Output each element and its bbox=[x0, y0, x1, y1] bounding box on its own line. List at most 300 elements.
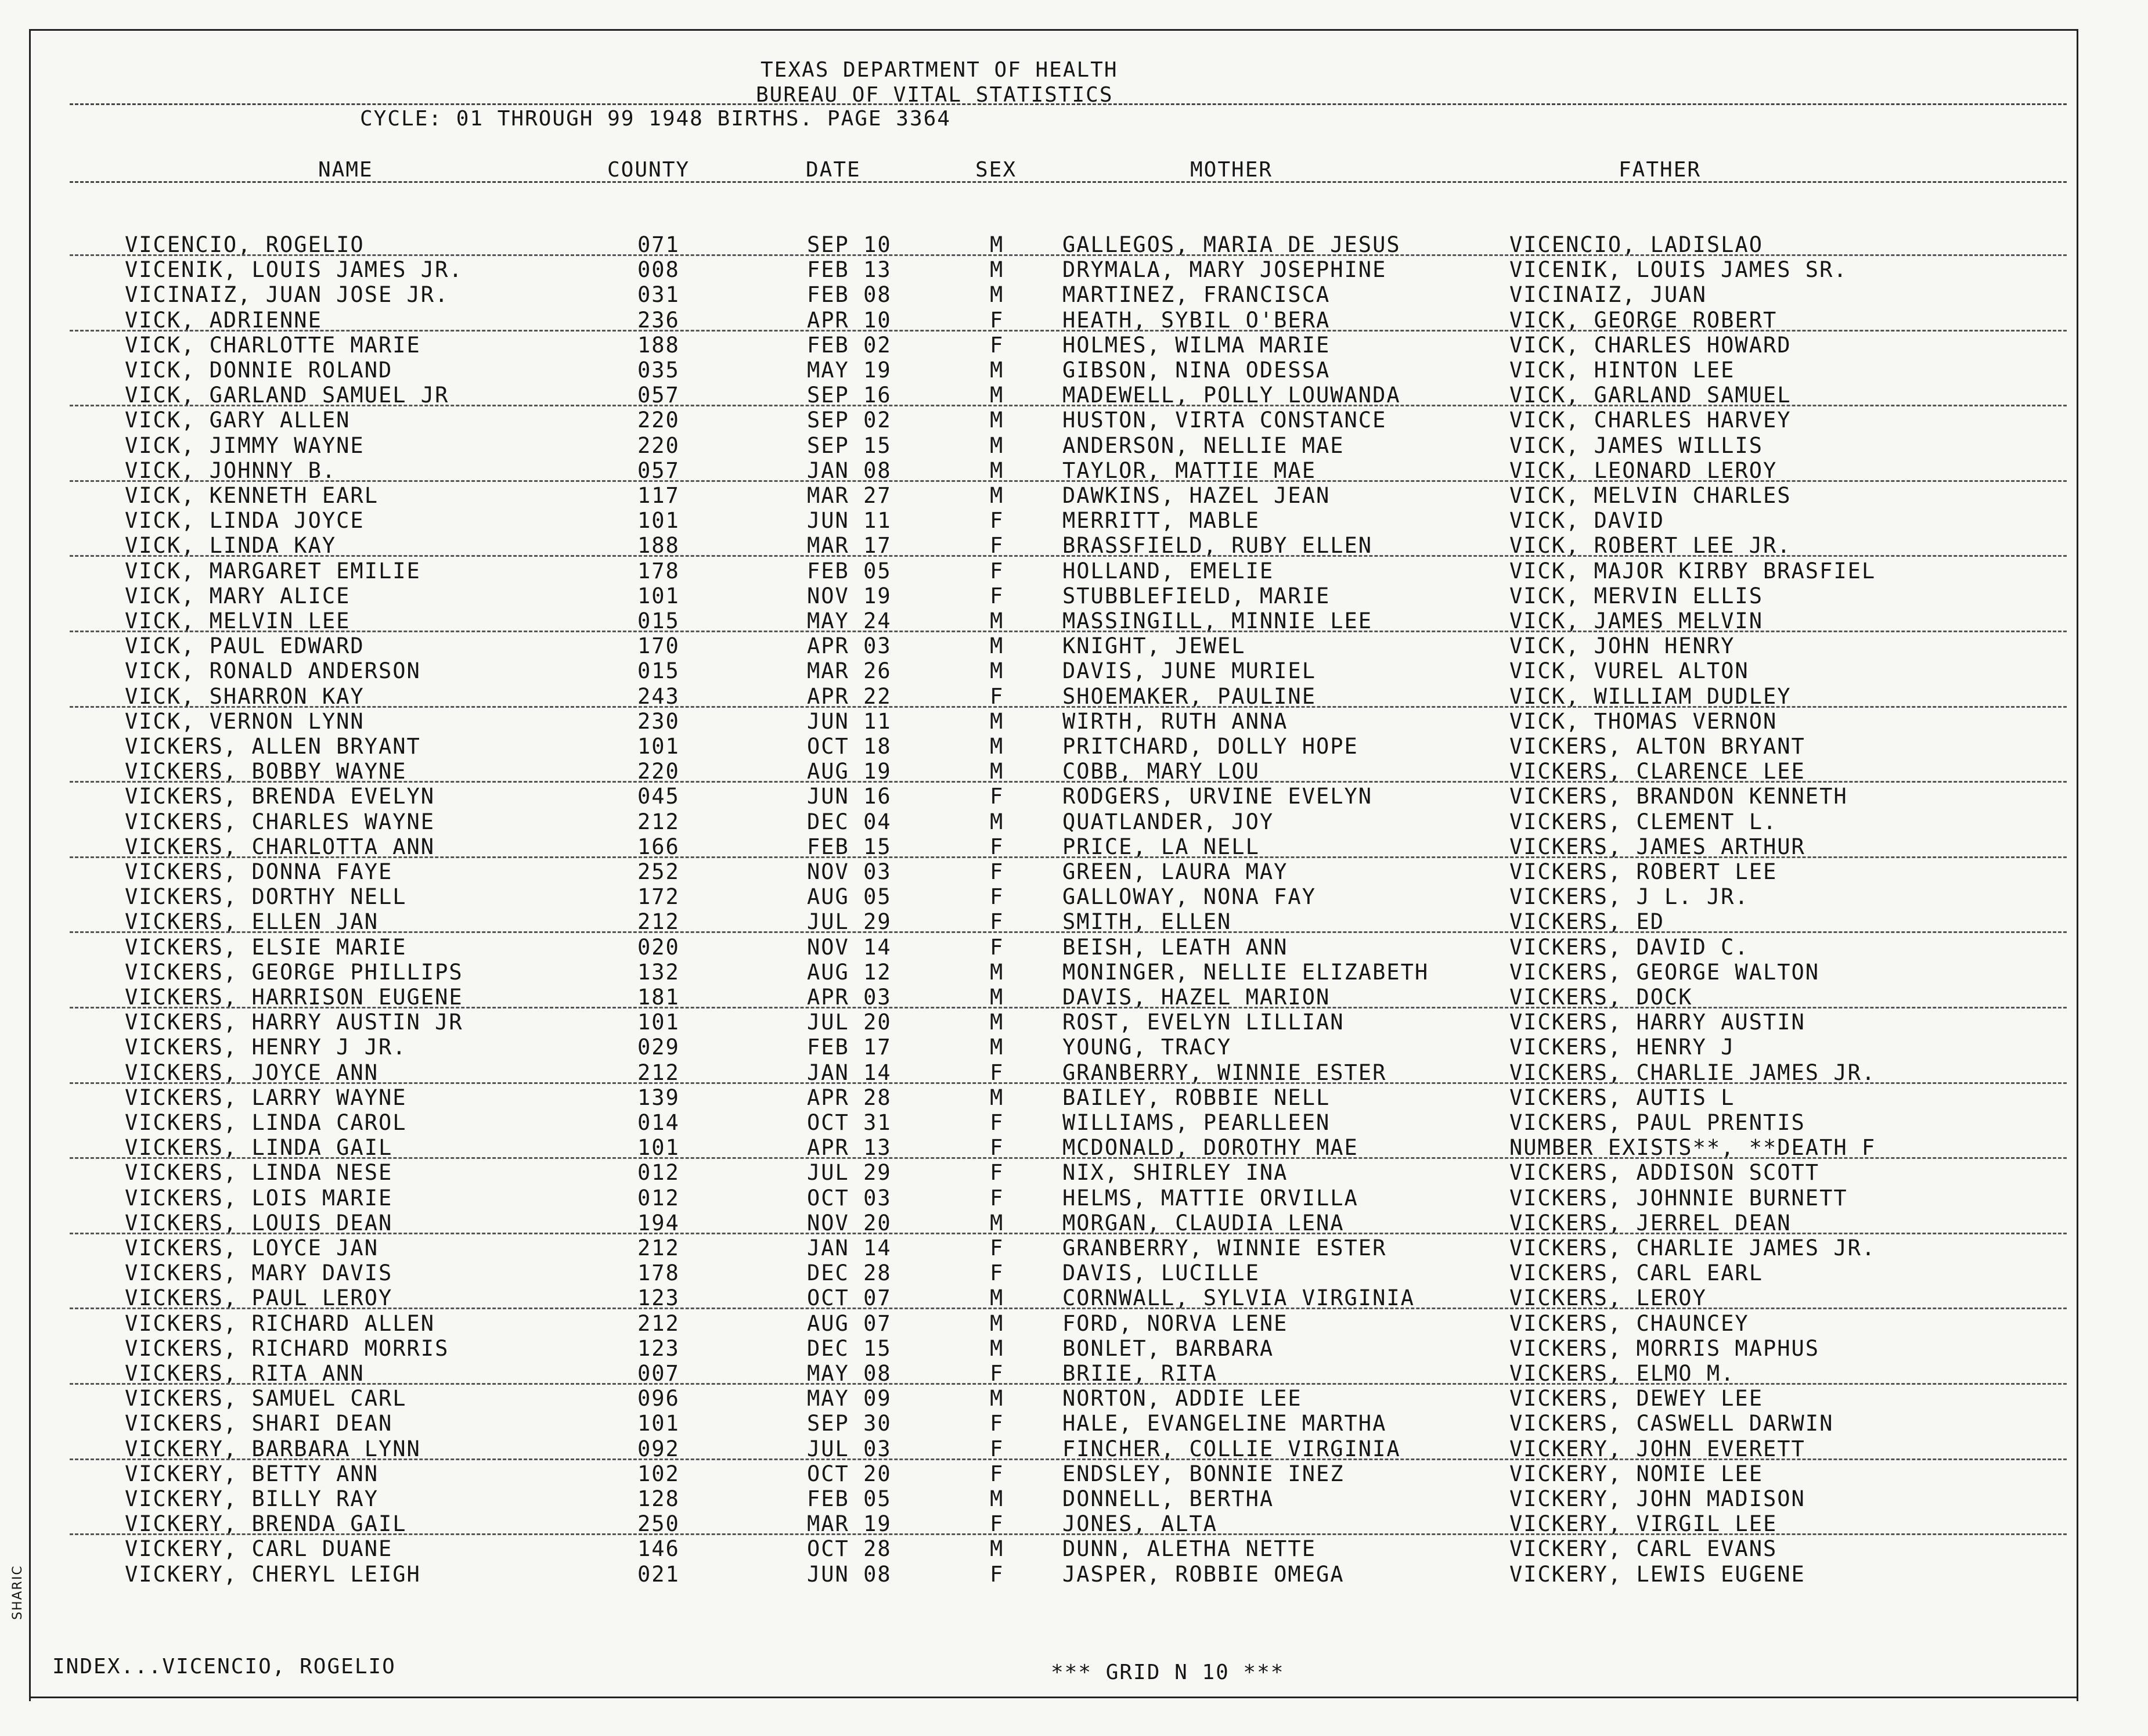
cell-mother: MASSINGILL, MINNIE LEE bbox=[1062, 608, 1373, 633]
cell-mother: CORNWALL, SYLVIA VIRGINIA bbox=[1062, 1285, 1415, 1311]
cell-county: 008 bbox=[637, 257, 680, 283]
cell-date: DEC 15 bbox=[807, 1335, 892, 1361]
table-row bbox=[0, 985, 2148, 1010]
cell-date: MAY 08 bbox=[807, 1361, 892, 1386]
cell-name: VICKERS, LOUIS DEAN bbox=[125, 1210, 393, 1236]
cell-county: 243 bbox=[637, 683, 680, 709]
cell-name: VICKERY, BRENDA GAIL bbox=[125, 1511, 407, 1537]
cell-father: VICKERS, MORRIS MAPHUS bbox=[1509, 1335, 1820, 1361]
table-row bbox=[0, 1236, 2148, 1261]
cell-father: VICKERS, BRANDON KENNETH bbox=[1509, 784, 1848, 809]
cell-county: 172 bbox=[637, 884, 680, 910]
cell-father: VICINAIZ, JUAN bbox=[1509, 282, 1707, 308]
cell-mother: DRYMALA, MARY JOSEPHINE bbox=[1062, 257, 1387, 283]
table-row bbox=[0, 533, 2148, 559]
cell-sex: M bbox=[990, 1210, 1004, 1236]
cell-father: VICK, MAJOR KIRBY BRASFIEL bbox=[1509, 558, 1876, 584]
table-row bbox=[0, 909, 2148, 935]
cell-mother: ENDSLEY, BONNIE INEZ bbox=[1062, 1461, 1345, 1486]
cell-county: 212 bbox=[637, 1236, 680, 1260]
table-row bbox=[0, 658, 2148, 684]
cell-sex: M bbox=[990, 1386, 1004, 1411]
cell-name: VICENIK, LOUIS JAMES JR. bbox=[125, 257, 463, 283]
cell-name: VICKERS, DONNA FAYE bbox=[125, 859, 393, 884]
cell-father: VICKERS, ELMO M. bbox=[1509, 1361, 1735, 1386]
table-row bbox=[0, 734, 2148, 759]
cell-father: VICKERS, CASWELL DARWIN bbox=[1509, 1411, 1834, 1436]
cell-county: 020 bbox=[637, 934, 680, 960]
cell-county: 236 bbox=[637, 307, 680, 333]
cell-name: VICKERS, DORTHY NELL bbox=[125, 884, 407, 910]
cell-date: SEP 02 bbox=[807, 408, 892, 433]
cell-father: VICKERS, PAUL PRENTIS bbox=[1509, 1110, 1805, 1135]
cell-name: VICKERS, LOIS MARIE bbox=[125, 1185, 393, 1211]
cell-county: 139 bbox=[637, 1085, 680, 1110]
cell-sex: M bbox=[990, 232, 1004, 257]
cell-county: 178 bbox=[637, 1260, 680, 1286]
cell-county: 057 bbox=[637, 383, 680, 408]
cell-sex: M bbox=[990, 483, 1004, 508]
cell-mother: STUBBLEFIELD, MARIE bbox=[1062, 583, 1331, 608]
cell-father: VICK, CHARLES HARVEY bbox=[1509, 408, 1792, 433]
grid-footer: *** GRID N 10 *** bbox=[1051, 1661, 1285, 1684]
cell-mother: GALLEGOS, MARIA DE JESUS bbox=[1062, 232, 1401, 257]
cell-county: 132 bbox=[637, 959, 680, 985]
cell-sex: F bbox=[990, 1361, 1004, 1386]
table-row bbox=[0, 1085, 2148, 1111]
cell-county: 015 bbox=[637, 658, 680, 684]
cell-date: APR 13 bbox=[807, 1135, 892, 1161]
cell-date: FEB 05 bbox=[807, 558, 892, 584]
cell-date: APR 10 bbox=[807, 307, 892, 333]
cell-mother: YOUNG, TRACY bbox=[1062, 1035, 1232, 1060]
cell-county: 220 bbox=[637, 759, 680, 784]
cell-date: OCT 07 bbox=[807, 1285, 892, 1311]
table-row bbox=[0, 684, 2148, 709]
cell-sex: F bbox=[990, 1461, 1004, 1486]
cell-mother: JONES, ALTA bbox=[1062, 1511, 1218, 1537]
cell-name: VICKERS, HARRISON EUGENE bbox=[125, 985, 463, 1010]
cell-sex: F bbox=[990, 1060, 1004, 1085]
cell-father: VICKERS, HENRY J bbox=[1509, 1035, 1735, 1060]
cell-sex: F bbox=[990, 1185, 1004, 1211]
cell-date: FEB 08 bbox=[807, 282, 892, 308]
cell-name: VICK, KENNETH EARL bbox=[125, 483, 379, 508]
cell-county: 096 bbox=[637, 1386, 680, 1411]
cell-date: NOV 14 bbox=[807, 934, 892, 960]
cell-date: FEB 05 bbox=[807, 1486, 892, 1511]
cell-mother: MORGAN, CLAUDIA LENA bbox=[1062, 1210, 1345, 1236]
cell-mother: DONNELL, BERTHA bbox=[1062, 1486, 1274, 1511]
cell-sex: M bbox=[990, 282, 1004, 308]
cell-name: VICK, GARY ALLEN bbox=[125, 408, 351, 433]
cell-county: 220 bbox=[637, 408, 680, 433]
cell-date: JAN 14 bbox=[807, 1060, 892, 1085]
cell-county: 029 bbox=[637, 1035, 680, 1060]
cell-mother: ROST, EVELYN LILLIAN bbox=[1062, 1010, 1345, 1035]
cell-county: 230 bbox=[637, 708, 680, 734]
cell-sex: M bbox=[990, 734, 1004, 759]
cell-mother: DAWKINS, HAZEL JEAN bbox=[1062, 483, 1331, 508]
table-row bbox=[0, 1536, 2148, 1562]
cell-mother: HOLMES, WILMA MARIE bbox=[1062, 332, 1331, 358]
cell-date: DEC 28 bbox=[807, 1260, 892, 1286]
table-row bbox=[0, 1110, 2148, 1136]
cell-sex: F bbox=[990, 859, 1004, 884]
cell-father: VICK, CHARLES HOWARD bbox=[1509, 332, 1792, 358]
cell-mother: JASPER, ROBBIE OMEGA bbox=[1062, 1561, 1345, 1587]
cell-county: 128 bbox=[637, 1486, 680, 1511]
cell-date: JUN 11 bbox=[807, 708, 892, 734]
cell-father: VICKERY, LEWIS EUGENE bbox=[1509, 1561, 1805, 1587]
table-row bbox=[0, 232, 2148, 258]
cell-sex: M bbox=[990, 433, 1004, 458]
cell-mother: SHOEMAKER, PAULINE bbox=[1062, 683, 1316, 709]
cell-name: VICK, VERNON LYNN bbox=[125, 708, 365, 734]
cell-county: 101 bbox=[637, 1010, 680, 1035]
cell-father: VICKERS, JERREL DEAN bbox=[1509, 1210, 1792, 1236]
cell-sex: M bbox=[990, 1486, 1004, 1511]
cell-mother: WIRTH, RUTH ANNA bbox=[1062, 708, 1288, 734]
cell-county: 035 bbox=[637, 358, 680, 383]
cell-father: VICK, GARLAND SAMUEL bbox=[1509, 383, 1792, 408]
cell-date: MAY 19 bbox=[807, 358, 892, 383]
cell-sex: M bbox=[990, 1285, 1004, 1311]
cell-name: VICKERS, LINDA CAROL bbox=[125, 1110, 407, 1135]
cell-sex: M bbox=[990, 759, 1004, 784]
cell-sex: F bbox=[990, 884, 1004, 910]
cell-mother: KNIGHT, JEWEL bbox=[1062, 633, 1246, 659]
cell-county: 014 bbox=[637, 1110, 680, 1135]
table-row bbox=[0, 1135, 2148, 1161]
cell-sex: F bbox=[990, 533, 1004, 559]
cell-date: JUN 16 bbox=[807, 784, 892, 809]
cell-sex: M bbox=[990, 633, 1004, 659]
cell-county: 045 bbox=[637, 784, 680, 809]
table-row bbox=[0, 1336, 2148, 1362]
cell-county: 101 bbox=[637, 1135, 680, 1161]
cell-mother: MCDONALD, DOROTHY MAE bbox=[1062, 1135, 1358, 1161]
cell-date: JUN 08 bbox=[807, 1561, 892, 1587]
cell-sex: M bbox=[990, 1335, 1004, 1361]
cell-mother: WILLIAMS, PEARLLEEN bbox=[1062, 1110, 1331, 1135]
cell-sex: M bbox=[990, 257, 1004, 283]
cell-sex: F bbox=[990, 683, 1004, 709]
cell-county: 123 bbox=[637, 1285, 680, 1311]
cell-date: NOV 03 bbox=[807, 859, 892, 884]
cell-name: VICK, MARY ALICE bbox=[125, 583, 351, 608]
cell-date: JUN 11 bbox=[807, 508, 892, 534]
cell-father: VICK, HINTON LEE bbox=[1509, 358, 1735, 383]
table-row bbox=[0, 935, 2148, 960]
cell-mother: BRASSFIELD, RUBY ELLEN bbox=[1062, 533, 1373, 559]
cell-mother: GREEN, LAURA MAY bbox=[1062, 859, 1288, 884]
cell-father: VICK, ROBERT LEE JR. bbox=[1509, 533, 1792, 559]
cell-date: NOV 20 bbox=[807, 1210, 892, 1236]
table-row bbox=[0, 884, 2148, 910]
cell-sex: F bbox=[990, 1135, 1004, 1161]
cell-father: VICKERS, CHARLIE JAMES JR. bbox=[1509, 1060, 1876, 1085]
cell-date: APR 03 bbox=[807, 985, 892, 1010]
table-row bbox=[0, 584, 2148, 609]
cell-county: 188 bbox=[637, 533, 680, 559]
table-row bbox=[0, 1186, 2148, 1211]
cell-date: DEC 04 bbox=[807, 809, 892, 834]
cell-date: OCT 28 bbox=[807, 1536, 892, 1562]
cell-father: VICK, MERVIN ELLIS bbox=[1509, 583, 1763, 608]
table-row bbox=[0, 333, 2148, 358]
cell-mother: FINCHER, COLLIE VIRGINIA bbox=[1062, 1436, 1401, 1461]
table-row bbox=[0, 1436, 2148, 1462]
cell-father: VICKERS, CARL EARL bbox=[1509, 1260, 1763, 1286]
cell-mother: GRANBERRY, WINNIE ESTER bbox=[1062, 1060, 1387, 1085]
cell-name: VICKERS, RITA ANN bbox=[125, 1361, 365, 1386]
cell-mother: NIX, SHIRLEY INA bbox=[1062, 1160, 1288, 1186]
cell-father: VICKERS, JAMES ARTHUR bbox=[1509, 834, 1805, 859]
cell-name: VICKERS, BOBBY WAYNE bbox=[125, 759, 407, 784]
cell-date: APR 22 bbox=[807, 683, 892, 709]
cell-mother: HEATH, SYBIL O'BERA bbox=[1062, 307, 1331, 333]
cell-date: SEP 16 bbox=[807, 383, 892, 408]
cell-sex: F bbox=[990, 1160, 1004, 1186]
cell-father: VICKERS, ROBERT LEE bbox=[1509, 859, 1778, 884]
cell-sex: M bbox=[990, 1085, 1004, 1110]
cell-date: MAY 09 bbox=[807, 1386, 892, 1411]
table-row bbox=[0, 1285, 2148, 1311]
table-row bbox=[0, 859, 2148, 885]
table-row bbox=[0, 633, 2148, 659]
cell-father: VICK, LEONARD LEROY bbox=[1509, 458, 1778, 483]
cell-name: VICK, SHARRON KAY bbox=[125, 683, 365, 709]
cell-father: VICK, JOHN HENRY bbox=[1509, 633, 1735, 659]
cell-county: 031 bbox=[637, 282, 680, 308]
cell-father: VICKERS, JOHNNIE BURNETT bbox=[1509, 1185, 1848, 1211]
index-footer: INDEX...VICENCIO, ROGELIO bbox=[52, 1655, 396, 1679]
cell-date: FEB 02 bbox=[807, 332, 892, 358]
table-row bbox=[0, 1211, 2148, 1236]
cell-name: VICK, MARGARET EMILIE bbox=[125, 558, 421, 584]
cell-father: VICKERS, DAVID C. bbox=[1509, 934, 1749, 960]
cell-name: VICKERS, SAMUEL CARL bbox=[125, 1386, 407, 1411]
cell-mother: PRICE, LA NELL bbox=[1062, 834, 1260, 859]
cell-name: VICKERS, LOYCE JAN bbox=[125, 1236, 379, 1260]
cell-name: VICK, PAUL EDWARD bbox=[125, 633, 365, 659]
cell-mother: BAILEY, ROBBIE NELL bbox=[1062, 1085, 1331, 1110]
cell-sex: F bbox=[990, 934, 1004, 960]
cell-mother: BONLET, BARBARA bbox=[1062, 1335, 1274, 1361]
cell-date: SEP 10 bbox=[807, 232, 892, 257]
cell-mother: DAVIS, LUCILLE bbox=[1062, 1260, 1260, 1286]
cell-county: 212 bbox=[637, 909, 680, 935]
cell-sex: F bbox=[990, 1110, 1004, 1135]
cell-county: 194 bbox=[637, 1210, 680, 1236]
cell-county: 212 bbox=[637, 1060, 680, 1085]
cell-name: VICKERS, GEORGE PHILLIPS bbox=[125, 959, 463, 985]
cell-county: 012 bbox=[637, 1160, 680, 1186]
cell-county: 212 bbox=[637, 1310, 680, 1336]
cell-sex: F bbox=[990, 1511, 1004, 1537]
cell-mother: BEISH, LEATH ANN bbox=[1062, 934, 1288, 960]
cell-name: VICKERS, HENRY J JR. bbox=[125, 1035, 407, 1060]
cell-name: VICKERY, BARBARA LYNN bbox=[125, 1436, 421, 1461]
cell-county: 021 bbox=[637, 1561, 680, 1587]
cell-mother: MERRITT, MABLE bbox=[1062, 508, 1260, 534]
cell-father: VICKERS, CLEMENT L. bbox=[1509, 809, 1778, 834]
table-row bbox=[0, 759, 2148, 784]
table-row bbox=[0, 960, 2148, 985]
cell-father: VICK, WILLIAM DUDLEY bbox=[1509, 683, 1792, 709]
cell-sex: F bbox=[990, 508, 1004, 534]
cell-name: VICK, JIMMY WAYNE bbox=[125, 433, 365, 458]
cell-county: 220 bbox=[637, 433, 680, 458]
table-row bbox=[0, 257, 2148, 283]
cell-mother: DAVIS, JUNE MURIEL bbox=[1062, 658, 1316, 684]
cell-name: VICKERY, BETTY ANN bbox=[125, 1461, 379, 1486]
cell-sex: M bbox=[990, 1010, 1004, 1035]
cell-mother: SMITH, ELLEN bbox=[1062, 909, 1232, 935]
cell-father: VICKERY, CARL EVANS bbox=[1509, 1536, 1778, 1562]
cell-name: VICKERS, CHARLES WAYNE bbox=[125, 809, 435, 834]
cell-mother: HOLLAND, EMELIE bbox=[1062, 558, 1274, 584]
cell-father: VICKERS, ADDISON SCOTT bbox=[1509, 1160, 1820, 1186]
table-row bbox=[0, 483, 2148, 509]
cycle-line: CYCLE: 01 THROUGH 99 1948 BIRTHS. PAGE 3364 bbox=[360, 107, 951, 131]
table-row bbox=[0, 834, 2148, 860]
cell-name: VICKERS, RICHARD MORRIS bbox=[125, 1335, 449, 1361]
cell-date: OCT 18 bbox=[807, 734, 892, 759]
cell-date: AUG 12 bbox=[807, 959, 892, 985]
cell-sex: M bbox=[990, 959, 1004, 985]
column-header-date: DATE bbox=[806, 158, 861, 182]
cell-date: FEB 15 bbox=[807, 834, 892, 859]
table-row bbox=[0, 458, 2148, 484]
cell-father: VICKERY, JOHN EVERETT bbox=[1509, 1436, 1805, 1461]
table-row bbox=[0, 1010, 2148, 1035]
cell-name: VICK, CHARLOTTE MARIE bbox=[125, 332, 421, 358]
cell-father: VICKERS, CLARENCE LEE bbox=[1509, 759, 1805, 784]
cell-county: 057 bbox=[637, 458, 680, 483]
cell-date: APR 28 bbox=[807, 1085, 892, 1110]
cell-county: 101 bbox=[637, 1411, 680, 1436]
cell-county: 101 bbox=[637, 508, 680, 534]
table-row bbox=[0, 1386, 2148, 1411]
cell-mother: MADEWELL, POLLY LOUWANDA bbox=[1062, 383, 1401, 408]
cell-mother: HELMS, MATTIE ORVILLA bbox=[1062, 1185, 1358, 1211]
cell-county: 015 bbox=[637, 608, 680, 633]
cell-date: MAR 17 bbox=[807, 533, 892, 559]
cell-name: VICKERS, ELSIE MARIE bbox=[125, 934, 407, 960]
cell-father: VICKERS, CHARLIE JAMES JR. bbox=[1509, 1236, 1876, 1260]
cell-father: VICK, DAVID bbox=[1509, 508, 1665, 534]
cell-father: VICKERY, NOMIE LEE bbox=[1509, 1461, 1763, 1486]
cell-date: SEP 15 bbox=[807, 433, 892, 458]
cell-county: 117 bbox=[637, 483, 680, 508]
cell-sex: M bbox=[990, 383, 1004, 408]
cell-father: VICK, MELVIN CHARLES bbox=[1509, 483, 1792, 508]
cell-name: VICK, ADRIENNE bbox=[125, 307, 322, 333]
cell-father: VICKERY, JOHN MADISON bbox=[1509, 1486, 1805, 1511]
cell-name: VICKERS, BRENDA EVELYN bbox=[125, 784, 435, 809]
cell-name: VICK, LINDA KAY bbox=[125, 533, 337, 559]
cell-date: SEP 30 bbox=[807, 1411, 892, 1436]
table-row bbox=[0, 433, 2148, 459]
cell-mother: MONINGER, NELLIE ELIZABETH bbox=[1062, 959, 1429, 985]
table-row bbox=[0, 1486, 2148, 1512]
table-row bbox=[0, 784, 2148, 809]
cell-sex: M bbox=[990, 1536, 1004, 1562]
table-row bbox=[0, 709, 2148, 734]
cell-name: VICKERS, MARY DAVIS bbox=[125, 1260, 393, 1286]
table-row bbox=[0, 608, 2148, 634]
cell-sex: F bbox=[990, 1411, 1004, 1436]
cell-county: 166 bbox=[637, 834, 680, 859]
cell-name: VICENCIO, ROGELIO bbox=[125, 232, 365, 257]
cell-mother: DUNN, ALETHA NETTE bbox=[1062, 1536, 1316, 1562]
cell-mother: GRANBERRY, WINNIE ESTER bbox=[1062, 1236, 1387, 1260]
cell-father: VICKERS, DEWEY LEE bbox=[1509, 1386, 1763, 1411]
cell-sex: F bbox=[990, 909, 1004, 935]
cell-name: VICKERS, LINDA NESE bbox=[125, 1160, 393, 1186]
cell-mother: RODGERS, URVINE EVELYN bbox=[1062, 784, 1373, 809]
cell-county: 170 bbox=[637, 633, 680, 659]
cell-county: 071 bbox=[637, 232, 680, 257]
cell-name: VICKERY, CARL DUANE bbox=[125, 1536, 393, 1562]
column-header-county: COUNTY bbox=[607, 158, 690, 182]
cell-name: VICK, MELVIN LEE bbox=[125, 608, 351, 633]
cell-name: VICKERS, HARRY AUSTIN JR bbox=[125, 1010, 463, 1035]
cell-county: 181 bbox=[637, 985, 680, 1010]
table-row bbox=[0, 1035, 2148, 1060]
column-header-mother: MOTHER bbox=[1190, 158, 1273, 182]
cell-date: OCT 31 bbox=[807, 1110, 892, 1135]
cell-mother: MARTINEZ, FRANCISCA bbox=[1062, 282, 1331, 308]
cell-sex: M bbox=[990, 458, 1004, 483]
cell-mother: FORD, NORVA LENE bbox=[1062, 1310, 1288, 1336]
cell-sex: F bbox=[990, 332, 1004, 358]
table-row bbox=[0, 408, 2148, 433]
cell-name: VICKERS, LARRY WAYNE bbox=[125, 1085, 407, 1110]
cell-mother: GALLOWAY, NONA FAY bbox=[1062, 884, 1316, 910]
cell-county: 102 bbox=[637, 1461, 680, 1486]
cell-sex: M bbox=[990, 1035, 1004, 1060]
cell-county: 007 bbox=[637, 1361, 680, 1386]
cell-county: 101 bbox=[637, 734, 680, 759]
cell-name: VICINAIZ, JUAN JOSE JR. bbox=[125, 282, 449, 308]
cell-father: VICKERY, VIRGIL LEE bbox=[1509, 1511, 1778, 1537]
cell-father: VICKERS, ALTON BRYANT bbox=[1509, 734, 1805, 759]
cell-name: VICK, JOHNNY B. bbox=[125, 458, 337, 483]
cell-mother: HUSTON, VIRTA CONSTANCE bbox=[1062, 408, 1387, 433]
cell-date: OCT 03 bbox=[807, 1185, 892, 1211]
cell-father: VICKERS, AUTIS L bbox=[1509, 1085, 1735, 1110]
cell-county: 092 bbox=[637, 1436, 680, 1461]
cell-name: VICKERY, CHERYL LEIGH bbox=[125, 1561, 421, 1587]
table-row bbox=[0, 1511, 2148, 1537]
cell-name: VICK, LINDA JOYCE bbox=[125, 508, 365, 534]
cell-father: VICKERS, J L. JR. bbox=[1509, 884, 1749, 910]
cell-sex: F bbox=[990, 1561, 1004, 1587]
table-row bbox=[0, 1311, 2148, 1337]
cell-name: VICKERS, ELLEN JAN bbox=[125, 909, 379, 935]
table-row bbox=[0, 282, 2148, 308]
cell-sex: F bbox=[990, 583, 1004, 608]
cell-name: VICK, DONNIE ROLAND bbox=[125, 358, 393, 383]
cell-name: VICKERS, ALLEN BRYANT bbox=[125, 734, 421, 759]
cell-name: VICKERS, SHARI DEAN bbox=[125, 1411, 393, 1436]
cell-sex: M bbox=[990, 658, 1004, 684]
cell-name: VICKERS, CHARLOTTA ANN bbox=[125, 834, 435, 859]
cell-sex: M bbox=[990, 1310, 1004, 1336]
